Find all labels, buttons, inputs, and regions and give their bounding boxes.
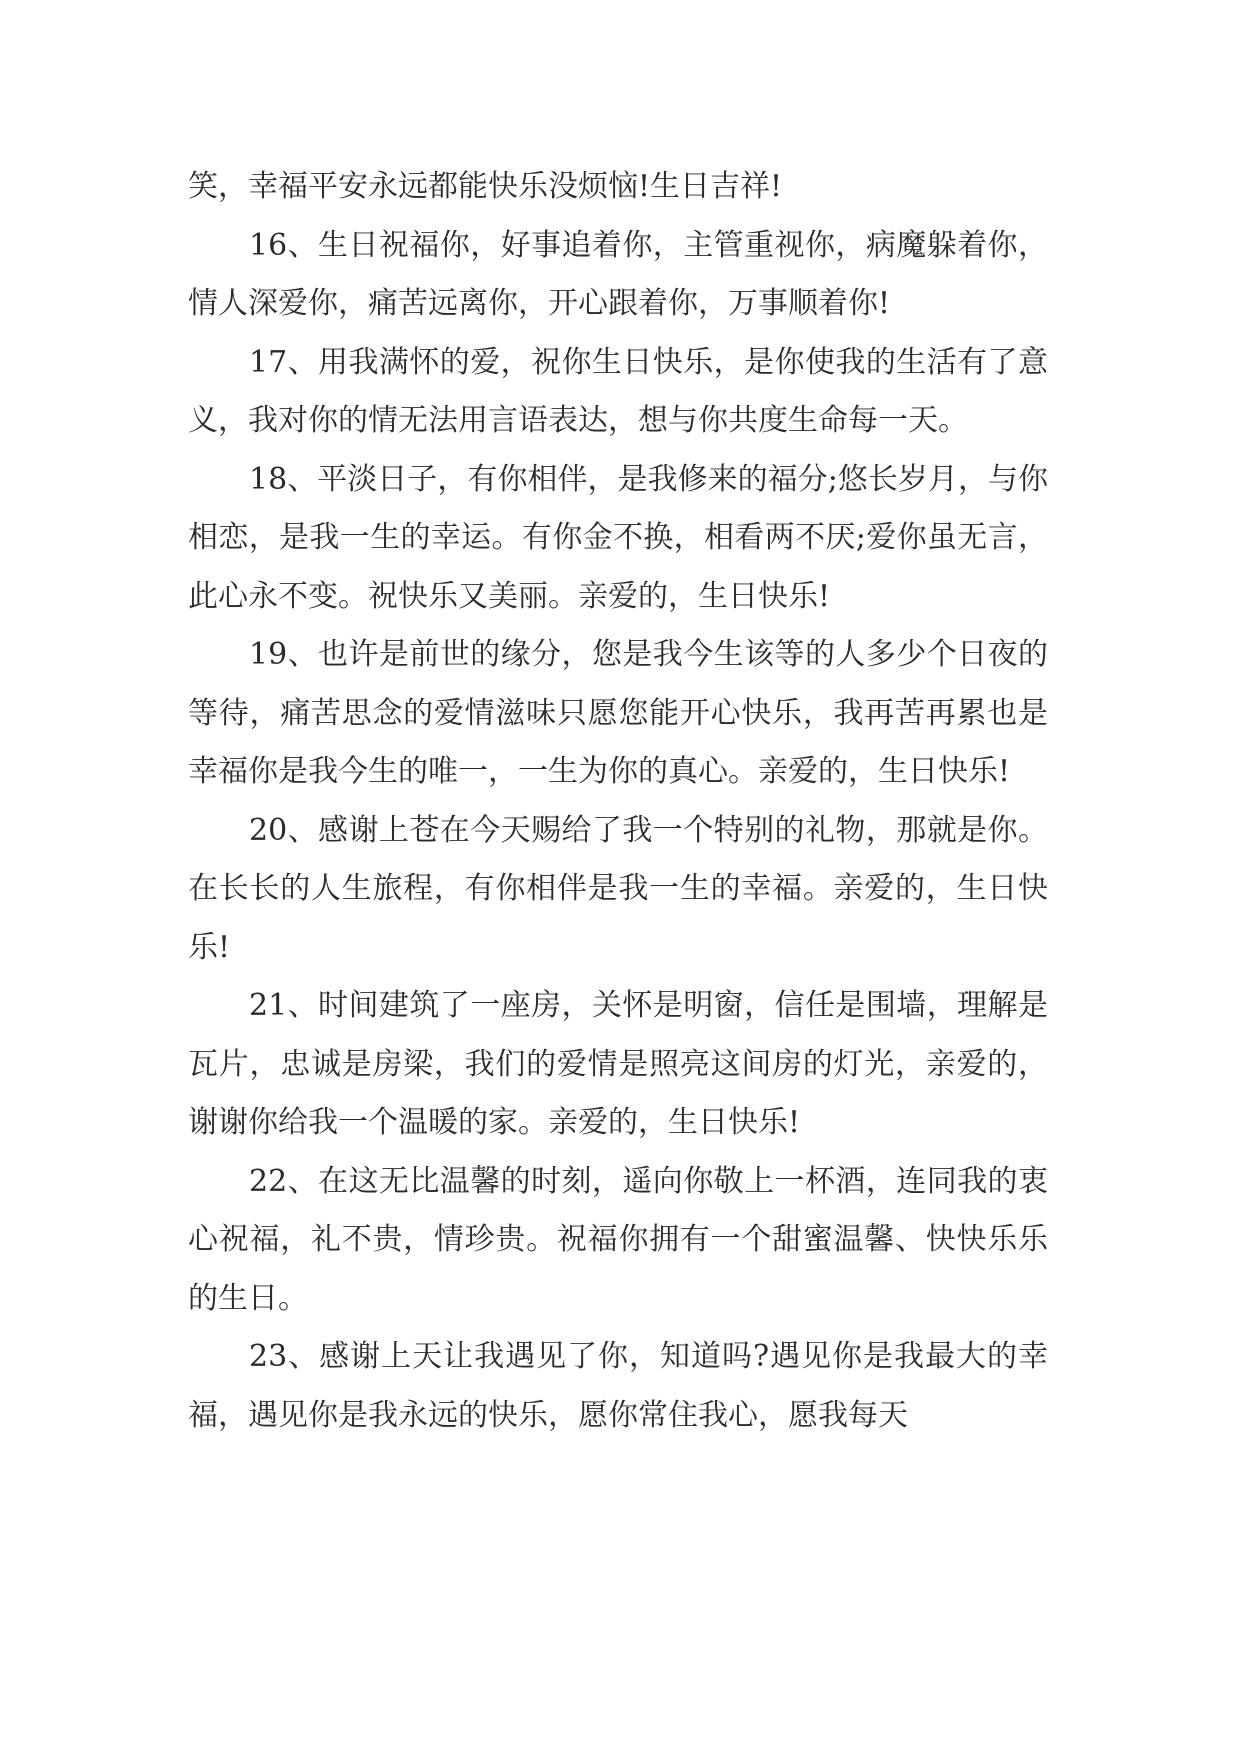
paragraph-16: 16、生日祝福你，好事追着你，主管重视你，病魔躲着你，情人深爱你，痛苦远离你，开心跟着你，万事顺着你! <box>188 227 1048 321</box>
paragraph-22: 22、在这无比温馨的时刻，遥向你敬上一杯酒，连同我的衷心祝福，礼不贵，情珍贵。祝福你拥有一个甜蜜温馨、快快乐乐的生日。 <box>188 1163 1048 1316</box>
document-body <box>188 158 1048 1445</box>
paragraph-18: 18、平淡日子，有你相伴，是我修来的福分;悠长岁月，与你相恋，是我一生的幸运。有你金不换，相看两不厌;爱你虽无言，此心永不变。祝快乐又美丽。亲爱的，生日快乐! <box>188 461 1048 614</box>
paragraph-20: 20、感谢上苍在今天赐给了我一个特别的礼物，那就是你。在长长的人生旅程，有你相伴是我一生的幸福。亲爱的，生日快乐! <box>188 812 1048 965</box>
paragraph-continuation: 笑，幸福平安永远都能快乐没烦恼!生日吉祥! <box>188 169 783 204</box>
paragraph-23: 23、感谢上天让我遇见了你，知道吗?遇见你是我最大的幸福，遇见你是我永远的快乐，愿你常住我心，愿我每天 <box>188 1339 1048 1433</box>
paragraph-21: 21、时间建筑了一座房，关怀是明窗，信任是围墙，理解是瓦片，忠诚是房梁，我们的爱情是照亮这间房的灯光，亲爱的，谢谢你给我一个温暖的家。亲爱的，生日快乐! <box>188 988 1048 1140</box>
paragraph-19: 19、也许是前世的缘分，您是我今生该等的人多少个日夜的等待，痛苦思念的爱情滋味只愿您能开心快乐，我再苦再累也是幸福你是我今生的唯一，一生为你的真心。亲爱的，生日快乐! <box>188 637 1048 789</box>
paragraph-17: 17、用我满怀的爱，祝你生日快乐，是你使我的生活有了意义，我对你的情无法用言语表达，想与你共度生命每一天。 <box>188 344 1048 438</box>
